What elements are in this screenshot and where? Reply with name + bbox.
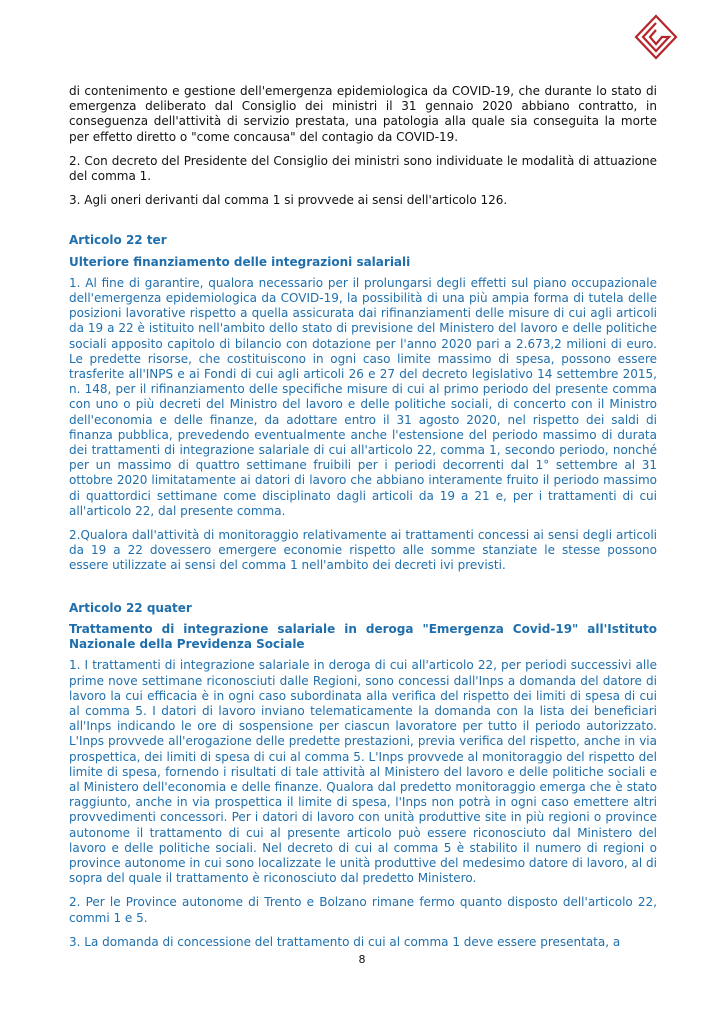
intro-paragraph-2: 2. Con decreto del Presidente del Consiglio dei ministri sono individuate le modalità di attuazione del comma 1. [69,153,657,184]
article-22-quater-title: Articolo 22 quater [69,600,192,615]
article-22-quater-paragraph-3: 3. La domanda di concessione del trattamento di cui al comma 1 deve essere presentata, a [69,934,621,949]
page-number: 8 [358,953,366,966]
intro-paragraph-1: di contenimento e gestione dell'emergenza epidemiologica da COVID-19, che durante lo stato di emergenza deliberato dal Consiglio dei ministri il 31 gennaio 2020 abbiano contratto, in conseguenza dell'attività di servizio prestata, una patologia alla quale sia conseguita la morte per effetto diretto o "come concausa" del contagio da COVID-19. [69,84,657,144]
document-body [69,84,657,959]
article-22-ter-paragraph-1: 1. Al fine di garantire, qualora necessario per il prolungarsi degli effetti sul piano occupazionale dell'emergenza epidemiologica da COVID-19, la possibilità di una più ampia forma di tutela delle posizioni lavorative rispetto a quella assicurata dai rifinanziamenti delle misure di cui agli articoli da 19 a 22 è istituito nell'ambito dello stato di previsione del Ministero del lavoro e delle politiche sociali apposito capitolo di bilancio con dotazione per l'anno 2020 pari a 2.673,2 milioni di euro. Le predette risorse, che costituiscono in ogni caso limite massimo di spesa, possono essere trasferite all'INPS e ai Fondi di cui agli articoli 26 e 27 del decreto legislativo 14 settembre 2015, n. 148, per il rifinanziamento delle specifiche misure di cui al primo periodo del presente comma con uno o più decreti del Ministro del lavoro e delle politiche sociali, di concerto con il Ministro dell'economia e delle finanze, da adottare entro il 31 agosto 2020, nel rispetto dei saldi di finanza pubblica, prevedendo eventualmente anche l'estensione del periodo massimo di durata dei trattamenti di integrazione salariale di cui all'articolo 22, comma 1, secondo periodo, nonché per un massimo di quattro settimane fruibili per i periodi decorrenti dal 1° settembre al 31 ottobre 2020 limitatamente ai datori di lavoro che abbiano interamente fruito il periodo massimo di quattordici settimane come disciplinato dagli articoli da 19 a 21 e, per i trattamenti di cui all'articolo 22, dal presente comma. [69,275,657,518]
intro-paragraph-3: 3. Agli oneri derivanti dal comma 1 si provvede ai sensi dell'articolo 126. [69,193,508,208]
article-22-quater-paragraph-2: 2. Per le Province autonome di Trento e Bolzano rimane fermo quanto disposto dell'articolo 22, commi 1 e 5. [69,895,657,925]
article-22-ter-subtitle: Ulteriore finanziamento delle integrazioni salariali [69,254,411,269]
article-22-quater-subtitle: Trattamento di integrazione salariale in deroga "Emergenza Covid-19" all'Istituto Nazionale della Previdenza Sociale [69,621,657,652]
article-22-ter-paragraph-2: 2.Qualora dall'attività di monitoraggio relativamente ai trattamenti concessi ai sensi degli articoli da 19 a 22 dovessero emergere economie rispetto alle somme stanziate le stesse possono essere utilizzate ai sensi del comma 1 nell'ambito dei decreti ivi previsti. [69,528,657,573]
article-22-ter-title: Articolo 22 ter [69,233,167,248]
g-monogram-logo-icon [634,14,678,60]
article-22-quater-paragraph-1: 1. I trattamenti di integrazione salariale in deroga di cui all'articolo 22, per periodi successivi alle prime nove settimane riconosciuti dalle Regioni, sono concessi dall'Inps a domanda del datore di lavoro la cui efficacia è in ogni caso subordinata alla verifica del rispetto dei limiti di spesa di cui al comma 5. I datori di lavoro inviano telematicamente la domanda con la lista dei beneficiari all'Inps indicando le ore di sospensione per ciascun lavoratore per tutto il periodo autorizzato. L'Inps provvede all'erogazione delle predette prestazioni, previa verifica del rispetto, anche in via prospettica, dei limiti di spesa di cui al comma 5. L'Inps provvede al monitoraggio del rispetto del limite di spesa, fornendo i risultati di tale attività al Ministero del lavoro e delle politiche sociali e al Ministero dell'economia e delle finanze. Qualora dal predetto monitoraggio emerga che è stato raggiunto, anche in via prospettica il limite di spesa, l'Inps non potrà in ogni caso emettere altri provvedimenti concessori. Per i datori di lavoro con unità produttive site in più regioni o province autonome il trattamento di cui al presente articolo può essere riconosciuto dal Ministero del lavoro e delle politiche sociali. Nel decreto di cui al comma 5 è stabilito il numero di regioni o province autonome in cui sono localizzate le unità produttive del medesimo datore di lavoro, al di sopra del quale il trattamento è riconosciuto dal predetto Ministero. [69,658,657,886]
